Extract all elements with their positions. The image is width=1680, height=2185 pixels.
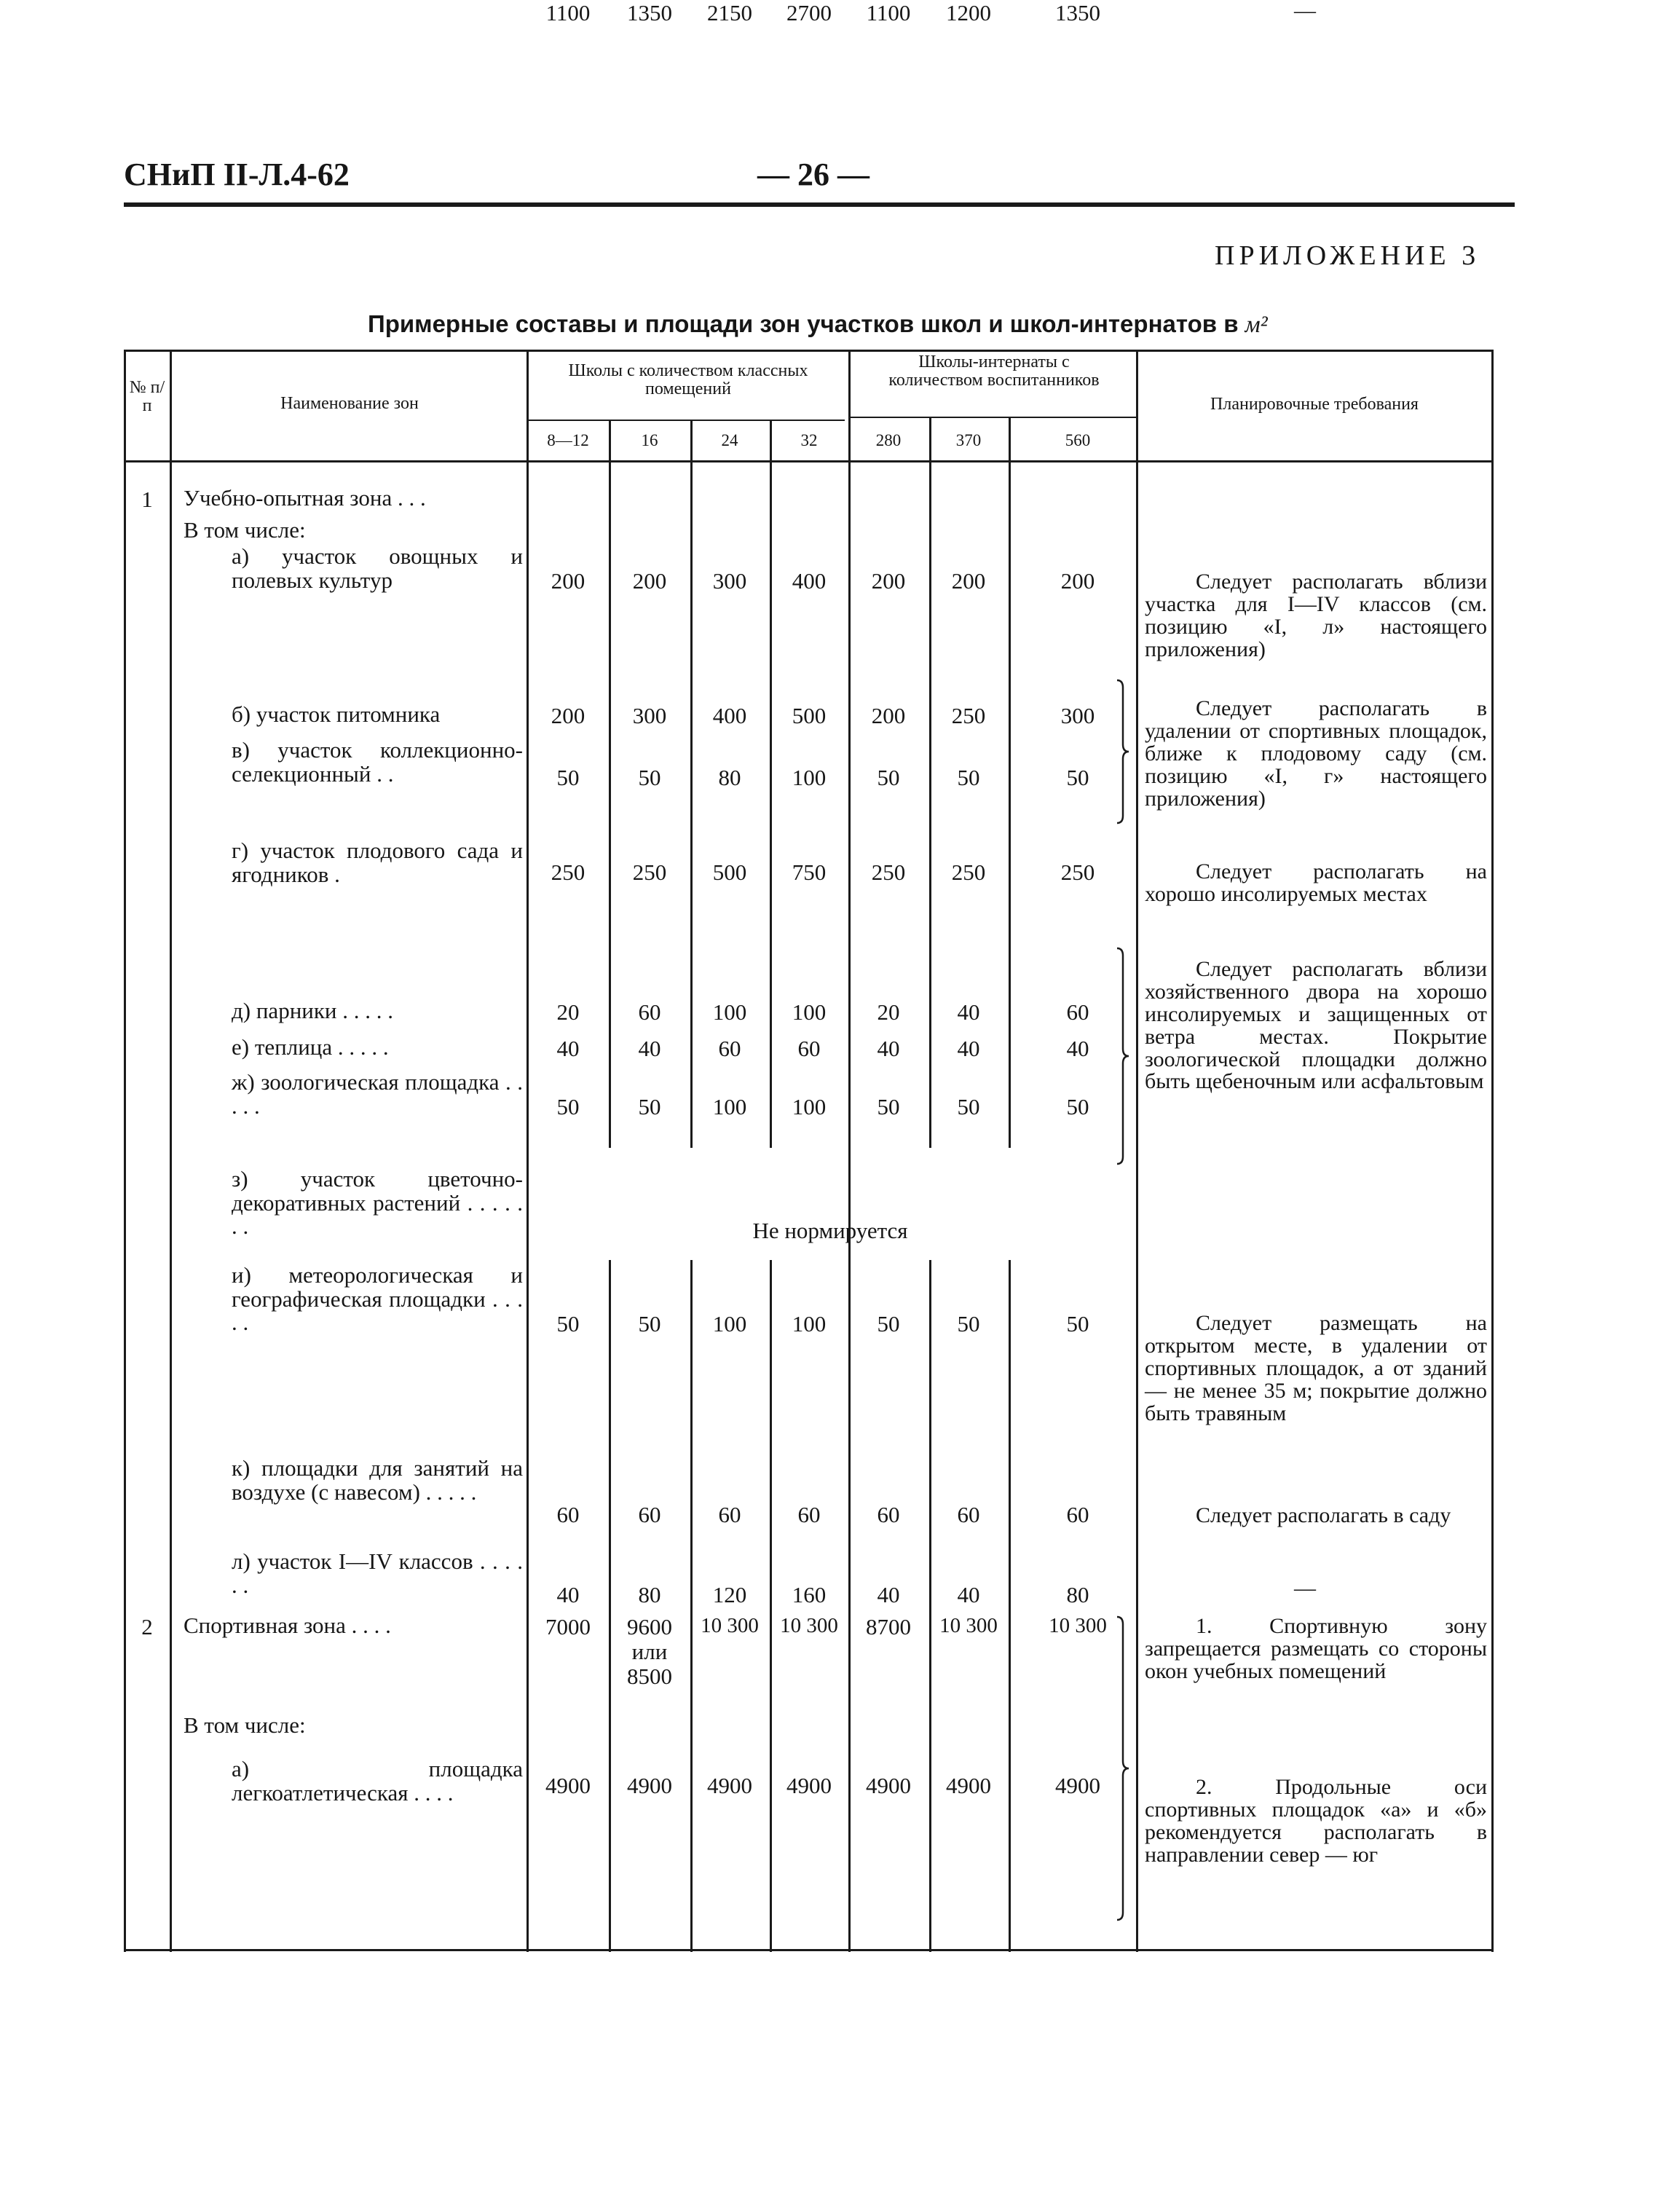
area-value: 40 — [957, 999, 980, 1025]
area-value: 200 — [871, 703, 906, 728]
area-value: 300 — [632, 703, 667, 728]
header-rule — [124, 202, 1515, 207]
area-value: 40 — [877, 1582, 900, 1607]
area-value: 2150 — [707, 0, 752, 25]
area-value: 250 — [551, 859, 585, 885]
zone-name: В том числе: — [184, 1712, 306, 1738]
area-value: 250 — [871, 859, 906, 885]
group-brace — [1114, 1615, 1132, 1921]
zone-name: к) площадки для занятий на воздухе (с навесом) . . . . . — [232, 1455, 523, 1505]
area-value: 10 300 — [701, 1614, 759, 1637]
col-border — [609, 420, 611, 1148]
col-req-header: Планировочные требования — [1210, 395, 1419, 414]
area-value: 10 300 — [1049, 1614, 1107, 1637]
col-size: 8—12 — [547, 431, 589, 449]
area-value: 200 — [551, 703, 585, 728]
planning-requirement: Следует располагать в удалении от спортивных площадок, ближе к плодовому саду (см. позицию «I, г» настоящего приложения) — [1145, 696, 1487, 811]
area-value: 60 — [797, 1502, 821, 1527]
area-value: 100 — [792, 999, 827, 1025]
area-value: 8700 — [866, 1614, 911, 1639]
area-value: 750 — [792, 859, 827, 885]
area-value: 80 — [718, 765, 741, 790]
planning-requirement: — — [1294, 0, 1316, 23]
col-border — [1136, 350, 1138, 1952]
col-size: 16 — [641, 431, 658, 449]
col-border — [1009, 1260, 1011, 1952]
col-border — [929, 417, 931, 1148]
boarding-sub-rule — [851, 417, 1138, 418]
col-size: 280 — [875, 431, 902, 449]
area-value: 4900 — [866, 1773, 911, 1798]
planning-requirement: 2. Продольные оси спортивных площадок «а» и «б» рекомендуется располагать в направлении север — юг — [1145, 1775, 1487, 1867]
planning-requirement: — — [1294, 1576, 1316, 1600]
zone-name: а) участок овощных и полевых культур — [232, 543, 523, 593]
area-value: 10 300 — [780, 1614, 838, 1637]
area-value: 50 — [877, 1094, 900, 1119]
area-value: 60 — [556, 1502, 580, 1527]
area-value: 50 — [638, 1311, 661, 1336]
col-size: 370 — [955, 431, 982, 449]
area-value: 50 — [556, 765, 580, 790]
col-border — [770, 420, 772, 1148]
area-value: 4900 — [627, 1773, 672, 1798]
zone-name: е) теплица . . . . . — [232, 1034, 389, 1060]
zone-name: и) метеорологическая и географическая площадки . . . . . — [232, 1262, 523, 1336]
area-value: 200 — [1060, 568, 1095, 594]
zone-name: з) участок цветочно-декоративных растений . . . . . . . — [232, 1166, 523, 1240]
unit: м² — [1245, 312, 1268, 338]
zone-name: ж) зоологическая площадка . . . . . — [232, 1069, 523, 1119]
group-brace — [1114, 947, 1132, 1165]
area-value: 50 — [957, 1311, 980, 1336]
area-value: 4900 — [946, 1773, 991, 1798]
area-value: 1100 — [866, 0, 911, 25]
area-value: 1350 — [627, 0, 672, 25]
area-value: 100 — [712, 999, 747, 1025]
table-top-rule — [124, 350, 1493, 352]
area-value: 250 — [632, 859, 667, 885]
area-value: 60 — [638, 1502, 661, 1527]
zone-name: л) участок I—IV классов . . . . . . — [232, 1548, 523, 1598]
zone-name: Учебно-опытная зона . . . — [184, 485, 426, 511]
zone-name: В том числе: — [184, 517, 306, 543]
area-value: 50 — [877, 1311, 900, 1336]
col-border — [1491, 350, 1494, 1952]
planning-requirement: Следует располагать в саду — [1196, 1503, 1451, 1527]
area-value: 400 — [712, 703, 747, 728]
area-value: 40 — [957, 1582, 980, 1607]
area-value: 60 — [718, 1036, 741, 1061]
area-value: 100 — [712, 1311, 747, 1336]
area-value: 60 — [718, 1502, 741, 1527]
schools-sub-rule — [528, 420, 845, 421]
document-code: СНиП II-Л.4-62 — [124, 157, 350, 192]
col-border — [690, 1260, 693, 1952]
area-value: 40 — [556, 1036, 580, 1061]
area-value: 60 — [1066, 999, 1089, 1025]
col-border — [527, 350, 529, 1952]
area-value: 100 — [792, 1311, 827, 1336]
col-name-header: Наименование зон — [280, 394, 419, 413]
area-value: 100 — [712, 1094, 747, 1119]
area-value: 100 — [792, 765, 827, 790]
area-value: 40 — [638, 1036, 661, 1061]
area-value: 50 — [877, 765, 900, 790]
col-size: 32 — [800, 431, 818, 449]
area-value: 60 — [877, 1502, 900, 1527]
area-value: 1200 — [946, 0, 991, 25]
area-value: 300 — [712, 568, 747, 594]
area-value: 20 — [556, 999, 580, 1025]
col-boarding-header: Школы-интернаты с количеством воспитанников — [888, 353, 1100, 390]
area-value: 60 — [638, 999, 661, 1025]
col-border — [690, 420, 693, 1148]
area-value: 250 — [951, 703, 986, 728]
table-bottom-rule — [124, 1949, 1493, 1951]
area-value: 50 — [1066, 1311, 1089, 1336]
area-value: 50 — [957, 1094, 980, 1119]
table-title: Примерные составы и площади зон участков школ и школ-интернатов в м² — [368, 310, 1268, 338]
row-number: 2 — [141, 1614, 153, 1639]
page-number: — 26 — — [757, 157, 869, 192]
area-value: 250 — [951, 859, 986, 885]
area-value: 80 — [638, 1582, 661, 1607]
area-value: 50 — [638, 765, 661, 790]
area-value: 40 — [957, 1036, 980, 1061]
area-value: 60 — [957, 1502, 980, 1527]
area-value: 40 — [556, 1582, 580, 1607]
area-value: 4900 — [707, 1773, 752, 1798]
area-value: 2700 — [786, 0, 832, 25]
zone-name: а) площадка легкоатлетическая . . . . — [232, 1756, 523, 1806]
not-regulated-note: Не нормируется — [752, 1218, 908, 1243]
area-value: 4900 — [545, 1773, 591, 1798]
area-value: 9600 — [627, 1614, 672, 1639]
col-size: 560 — [1065, 431, 1091, 449]
col-border — [1009, 417, 1011, 1148]
area-value: 300 — [1060, 703, 1095, 728]
planning-requirement: 1. Спортивную зону запрещается размещать со стороны окон учебных помещений — [1145, 1614, 1487, 1683]
area-value: 80 — [1066, 1582, 1089, 1607]
area-value: 500 — [792, 703, 827, 728]
zone-name: д) парники . . . . . — [232, 998, 394, 1023]
area-value: 200 — [871, 568, 906, 594]
planning-requirement: Следует располагать вблизи хозяйственного двора на хорошо инсолируемых и защищенных от ветра местах. Покрытие зоологической площадки должно быть щебеночным или асфальтовым — [1145, 957, 1487, 1094]
area-value: 60 — [797, 1036, 821, 1061]
col-border — [124, 350, 126, 1952]
zone-name: в) участок коллекционно-селекционный . . — [232, 737, 523, 787]
area-value: 500 — [712, 859, 747, 885]
zone-name: г) участок плодового сада и ягодников . — [232, 838, 523, 887]
group-brace — [1114, 679, 1132, 824]
area-value: 1350 — [1055, 0, 1100, 25]
area-value: 1100 — [545, 0, 591, 25]
area-value: 40 — [877, 1036, 900, 1061]
area-value: 50 — [1066, 1094, 1089, 1119]
col-border — [170, 350, 172, 1952]
area-value: 100 — [792, 1094, 827, 1119]
area-value: 7000 — [545, 1614, 591, 1639]
col-border — [929, 1260, 931, 1952]
area-value: 50 — [556, 1094, 580, 1119]
area-value: 400 — [792, 568, 827, 594]
area-value: 10 300 — [939, 1614, 998, 1637]
area-value: 50 — [556, 1311, 580, 1336]
appendix-label: ПРИЛОЖЕНИЕ 3 — [1215, 240, 1480, 271]
planning-requirement: Следует располагать вблизи участка для I—IV классов (см. позицию «I, л» настоящего приложения) — [1145, 570, 1487, 661]
area-value: 200 — [951, 568, 986, 594]
area-value: 250 — [1060, 859, 1095, 885]
zone-name: Спортивная зона . . . . — [184, 1613, 391, 1638]
area-value: 20 — [877, 999, 900, 1025]
area-value: 200 — [632, 568, 667, 594]
col-schools-header: Школы с количеством классных помещений — [568, 361, 808, 399]
col-size: 24 — [721, 431, 738, 449]
area-value: 4900 — [1055, 1773, 1100, 1798]
col-border — [609, 1260, 611, 1952]
area-value-alt: 8500 — [627, 1664, 672, 1689]
area-value: 160 — [792, 1582, 827, 1607]
area-value: 50 — [957, 765, 980, 790]
col-border — [848, 350, 851, 1952]
zone-name: б) участок питомника — [232, 701, 441, 727]
area-value: 60 — [1066, 1502, 1089, 1527]
area-value: 50 — [638, 1094, 661, 1119]
header-bottom-rule — [124, 460, 1493, 462]
planning-requirement: Следует размещать на открытом месте, в удалении от спортивных площадок, а от зданий — не менее 35 м; покрытие должно быть травяным — [1145, 1311, 1487, 1425]
area-value: 4900 — [786, 1773, 832, 1798]
area-value: 200 — [551, 568, 585, 594]
planning-requirement: Следует располагать на хорошо инсолируемых местах — [1145, 859, 1487, 906]
area-value: 50 — [1066, 765, 1089, 790]
row-number: 1 — [141, 487, 153, 512]
area-value: 40 — [1066, 1036, 1089, 1061]
col-border — [770, 1260, 772, 1952]
area-value: 120 — [712, 1582, 747, 1607]
area-value-alt: или — [631, 1639, 668, 1664]
col-num-header: № п/п — [129, 378, 165, 416]
